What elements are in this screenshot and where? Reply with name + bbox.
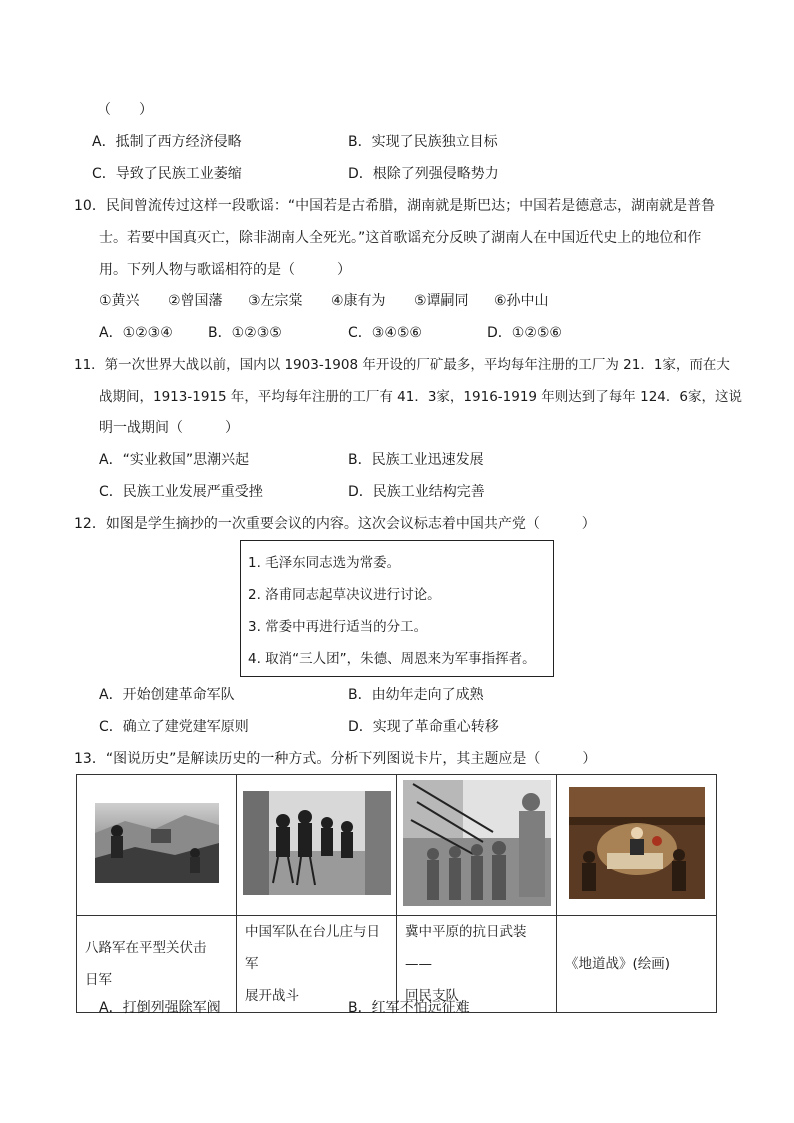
card-4-caption [557,916,717,1013]
history-picture-cards [76,774,717,1013]
q10-option-d[interactable]: D．①②⑤⑥ [487,325,562,341]
q12-option-d[interactable]: D．实现了革命重心转移 [348,719,499,735]
q10-person-4: ④康有为 [331,293,386,309]
q11-option-b[interactable]: B．民族工业迅速发展 [348,452,484,468]
q9-option-b[interactable]: B．实现了民族独立目标 [348,134,498,150]
meeting-notes-box [240,540,554,677]
q10-stem-line2: 士。若要中国真灭亡，除非湖南人全死光。”这首歌谣充分反映了湖南人在中国近代史上的地位和作 [99,230,702,246]
meeting-note-4: 4. 取消“三人团”，朱德、周恩来为军事指挥者。 [248,651,536,667]
card-1-caption-line2: 日军 [85,972,112,988]
q10-person-2: ②曾国藩 [168,293,223,309]
q11-option-a[interactable]: A．“实业救国”思潮兴起 [99,452,250,468]
q9-option-d[interactable]: D．根除了列强侵略势力 [348,166,499,182]
q9-option-a[interactable]: A．抵制了西方经济侵略 [92,134,242,150]
q13-option-a[interactable]: A．打倒列强除军阀 [99,1000,221,1016]
q12-stem: 12．如图是学生摘抄的一次重要会议的内容。这次会议标志着中国共产党（ ） [74,516,596,532]
q10-stem-line3: 用。下列人物与歌谣相符的是（ ） [99,262,351,278]
q12-option-c[interactable]: C．确立了建党建军原则 [99,719,249,735]
card-4-caption-line1: 《地道战》(绘画) [565,956,671,972]
q10-person-5: ⑤谭嗣同 [414,293,469,309]
q11-stem-line2: 战期间，1913-1915 年，平均每年注册的工厂有 41．3家，1916-1919 年则达到了每年 124．6家，这说 [99,389,742,405]
card-3-caption-line1: 冀中平原的抗日武装—— [405,924,527,972]
q10-person-6: ⑥孙中山 [494,293,549,309]
meeting-note-1: 1. 毛泽东同志选为常委。 [248,555,401,571]
q10-option-b[interactable]: B．①②③⑤ [208,325,282,341]
card-3-image-cell [397,775,557,916]
q12-option-a[interactable]: A．开始创建革命军队 [99,687,235,703]
q9-option-c[interactable]: C．导致了民族工业萎缩 [92,166,242,182]
card-1-image-cell [77,775,237,916]
q12-option-b[interactable]: B．由幼年走向了成熟 [348,687,484,703]
battle-photo-icon [95,803,219,883]
card-1-caption-line1: 八路军在平型关伏击 [85,940,207,956]
militia-photo-icon [403,780,551,906]
meeting-note-3: 3. 常委中再进行适当的分工。 [248,619,428,635]
meeting-note-2: 2. 洛甫同志起草决议进行讨论。 [248,587,441,603]
card-2-image-cell [237,775,397,916]
q13-option-b[interactable]: B．红军不怕远征难 [348,1000,470,1016]
soldiers-photo-icon [243,791,391,895]
card-2-caption-line2: 展开战斗 [245,988,299,1004]
q10-person-3: ③左宗棠 [248,293,303,309]
card-4-image-cell [557,775,717,916]
card-2-caption-line1: 中国军队在台儿庄与日军 [245,924,380,972]
q11-stem-line1: 11．第一次世界大战以前，国内以 1903-1908 年开设的厂矿最多，平均每年注册的工厂为 21．1家，而在大 [74,357,730,373]
q13-stem: 13．“图说历史”是解读历史的一种方式。分析下列图说卡片，其主题应是（ ） [74,751,597,767]
q10-option-c[interactable]: C．③④⑤⑥ [348,325,422,341]
q11-option-d[interactable]: D．民族工业结构完善 [348,484,485,500]
q11-stem-line3: 明一战期间（ ） [99,420,239,436]
q10-option-a[interactable]: A．①②③④ [99,325,173,341]
painting-icon [569,787,705,899]
card-3-caption-line2: 回民支队 [405,988,459,1004]
q11-option-c[interactable]: C．民族工业发展严重受挫 [99,484,263,500]
q9-stem-tail: （ ） [97,102,153,118]
q10-person-1: ①黄兴 [99,293,140,309]
q10-stem-line1: 10．民间曾流传过这样一段歌谣：“中国若是古希腊，湖南就是斯巴达；中国若是德意志，湖南就是普鲁 [74,198,716,214]
